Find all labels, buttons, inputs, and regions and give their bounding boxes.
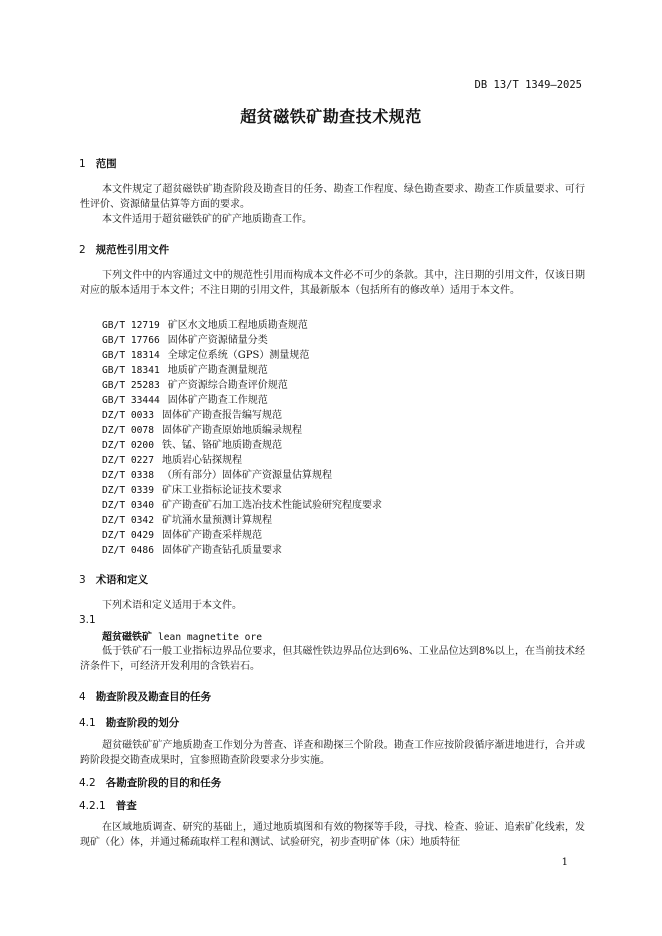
page-title: 超贫磁铁矿勘查技术规范: [240, 107, 422, 126]
list-item: [102, 483, 382, 498]
list-item: [102, 333, 382, 348]
references-intro-paragraph: 下列文件中的内容通过文中的规范性引用而构成本文件必不可少的条款。其中，注日期的引用文件，仅该日期对应的版本适用于本文件；不注日期的引用文件，其最新版本（包括所有的修改单）适用于本文件。: [80, 270, 585, 296]
reference-code: DZ/T 0486: [102, 545, 154, 556]
section-4-2-1-heading: [79, 798, 137, 813]
document-code: DB 13/T 1349—2025: [474, 79, 582, 91]
reference-code: DZ/T 0200: [102, 440, 154, 451]
section-2-heading: [79, 242, 169, 257]
reference-code: DZ/T 0340: [102, 500, 154, 511]
section-title: 勘查阶段及勘查目的任务: [95, 691, 212, 703]
terms-intro-paragraph: 下列术语和定义适用于本文件。: [102, 600, 242, 611]
section-title: 术语和定义: [95, 574, 149, 586]
section-number: 2: [79, 244, 86, 256]
list-item: [102, 393, 382, 408]
reference-name: 固体矿产资源储量分类: [167, 335, 268, 346]
section-number: 1: [79, 158, 86, 170]
section-title: 范围: [95, 158, 117, 170]
section-number: 4.2: [79, 777, 96, 789]
reference-code: DZ/T 0342: [102, 515, 154, 526]
section-number: 4: [79, 691, 86, 703]
reference-code: DZ/T 0227: [102, 455, 154, 466]
scope-paragraph-1: 本文件规定了超贫磁铁矿勘查阶段及勘查目的任务、勘查工作程度、绿色勘查要求、勘查工作质量要求、可行性评价、资源储量估算等方面的要求。: [80, 184, 585, 210]
list-item: [102, 378, 382, 393]
section-number: 3.1: [79, 614, 96, 626]
section-number: 4.1: [79, 717, 96, 729]
list-item: [102, 363, 382, 378]
reference-name: 固体矿产勘查报告编写规范: [161, 410, 282, 421]
reference-name: 固体矿产勘查工作规范: [167, 395, 268, 406]
reference-code: DZ/T 0078: [102, 425, 154, 436]
list-item: [102, 513, 382, 528]
scope-paragraph-2: 本文件适用于超贫磁铁矿的矿产地质勘查工作。: [102, 214, 312, 225]
stage-division-paragraph: 超贫磁铁矿矿产地质勘查工作划分为普查、详查和勘探三个阶段。勘查工作应按阶段循序渐进地进行，合并或跨阶段提交勘查成果时，宜参照勘查阶段要求分步实施。: [80, 740, 585, 766]
term-number: [79, 614, 96, 626]
reference-name: （所有部分）固体矿产资源量估算规程: [161, 470, 332, 481]
section-1-heading: [79, 156, 117, 171]
reference-list: [102, 318, 382, 558]
reference-code: GB/T 17766: [102, 335, 160, 346]
reference-name: 固体矿产勘查采样规范: [161, 530, 262, 541]
list-item: [102, 498, 382, 513]
reference-code: GB/T 12719: [102, 320, 160, 331]
survey-paragraph: 在区域地质调查、研究的基础上，通过地质填图和有效的物探等手段，寻找、检查、验证、追索矿化线索，发现矿（化）体，并通过稀疏取样工程和测试、试验研究，初步查明矿体（床）地质特征: [80, 822, 585, 848]
reference-code: GB/T 18341: [102, 365, 160, 376]
list-item: [102, 348, 382, 363]
reference-name: 全球定位系统（GPS）测量规范: [167, 350, 310, 361]
term-heading: [102, 628, 262, 643]
reference-name: 固体矿产勘查原始地质编录规程: [161, 425, 302, 436]
list-item: [102, 528, 382, 543]
reference-code: GB/T 18314: [102, 350, 160, 361]
section-4-2-heading: [79, 775, 221, 790]
reference-name: 地质岩心钻探规程: [161, 455, 242, 466]
section-4-1-heading: [79, 715, 179, 730]
reference-code: GB/T 33444: [102, 395, 160, 406]
reference-name: 地质矿产勘查测量规范: [167, 365, 268, 376]
reference-code: DZ/T 0429: [102, 530, 154, 541]
section-title: 普查: [115, 800, 137, 812]
list-item: [102, 423, 382, 438]
list-item: [102, 543, 382, 558]
list-item: [102, 408, 382, 423]
list-item: [102, 438, 382, 453]
term-definition: 低于铁矿石一般工业指标边界品位要求，但其磁性铁边界品位达到6%、工业品位达到8%以上，在当前技术经济条件下，可经济开发利用的含铁岩石。: [80, 646, 585, 672]
list-item: [102, 318, 382, 333]
page-number: 1: [561, 857, 568, 868]
section-number: 4.2.1: [79, 800, 106, 812]
reference-name: 铁、锰、铬矿地质勘查规范: [161, 440, 282, 451]
section-number: 3: [79, 574, 86, 586]
list-item: [102, 468, 382, 483]
reference-code: DZ/T 0033: [102, 410, 154, 421]
reference-name: 矿坑涌水量预测计算规程: [161, 515, 272, 526]
section-3-heading: [79, 572, 148, 587]
list-item: [102, 453, 382, 468]
reference-code: DZ/T 0339: [102, 485, 154, 496]
reference-name: 矿产资源综合勘查评价规范: [167, 380, 288, 391]
term-english: lean magnetite ore: [158, 632, 262, 643]
reference-name: 矿产勘查矿石加工选冶技术性能试验研究程度要求: [161, 500, 382, 511]
section-4-heading: [79, 689, 211, 704]
reference-code: GB/T 25283: [102, 380, 160, 391]
reference-name: 固体矿产勘查钻孔质量要求: [161, 545, 282, 556]
term-chinese: 超贫磁铁矿: [102, 632, 152, 643]
section-title: 规范性引用文件: [95, 244, 170, 256]
reference-name: 矿区水文地质工程地质勘查规范: [167, 320, 308, 331]
section-title: 勘查阶段的划分: [105, 717, 180, 729]
reference-name: 矿床工业指标论证技术要求: [161, 485, 282, 496]
reference-code: DZ/T 0338: [102, 470, 154, 481]
section-title: 各勘查阶段的目的和任务: [105, 777, 222, 789]
